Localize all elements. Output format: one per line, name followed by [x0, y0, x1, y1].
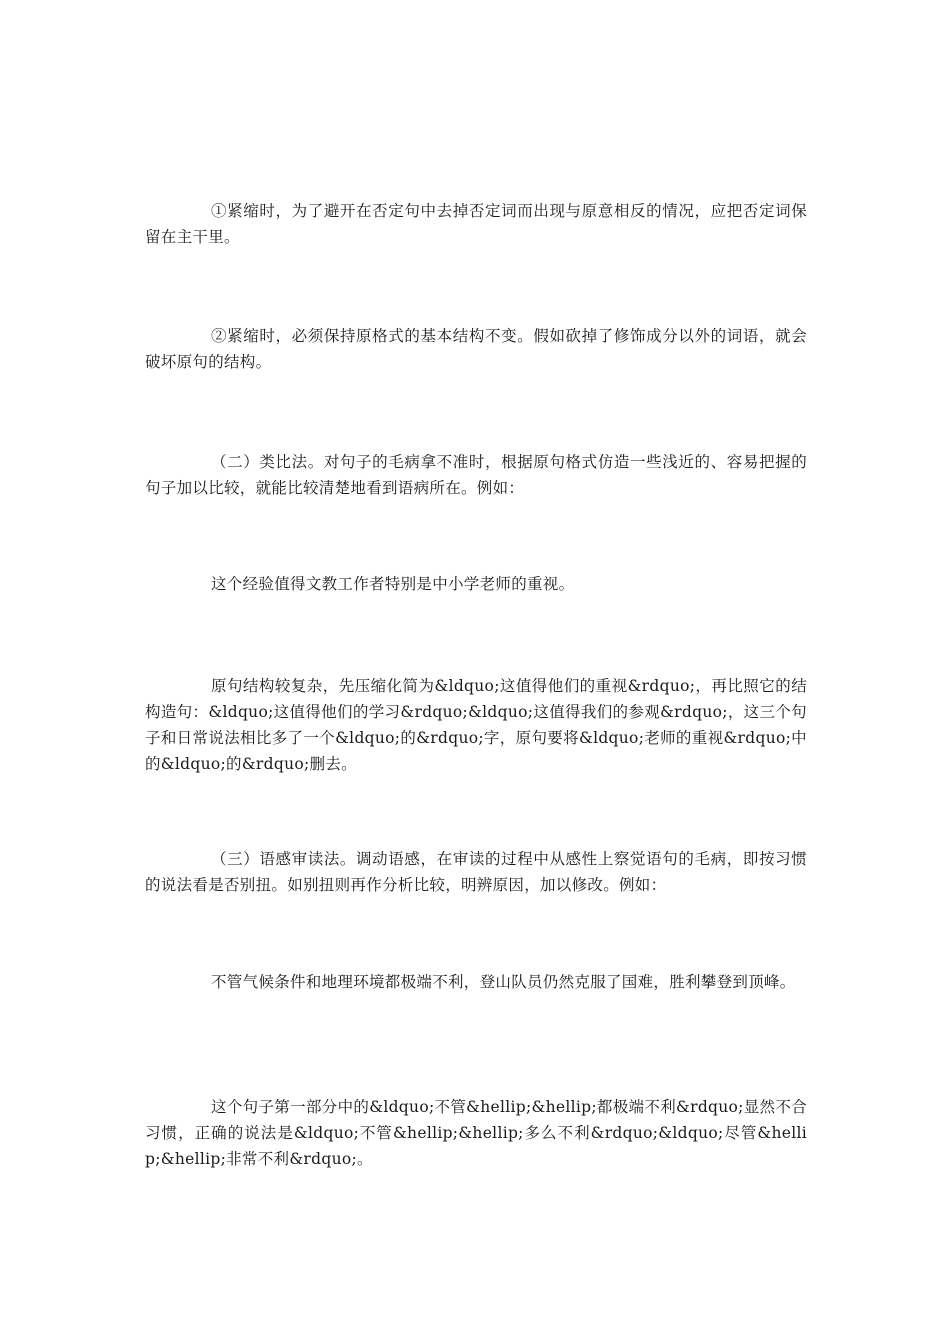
paragraph-analogy-analysis: 原句结构较复杂，先压缩化简为&ldquo;这值得他们的重视&rdquo;，再比照它的结构造句：&ldquo;这值得他们的学习&rdquo;&ldquo;这值得我们的参观&rdquo;，这三个句子和日常说法相比多了一个&ldquo;的&rdquo;字，原句要将&ldquo;老师的重视&rdquo;中的&ldquo;的&rdquo;删去。 — [145, 677, 807, 773]
paragraph-analogy-example: 这个经验值得文教工作者特别是中小学老师的重视。 — [211, 575, 575, 593]
paragraph-tight-shrink-negation: ①紧缩时，为了避开在否定句中去掉否定词而出现与原意相反的情况，应把否定词保留在主干里。 — [145, 202, 807, 246]
paragraph-sense-reading-method: （三）语感审读法。调动语感，在审读的过程中从感性上察觉语句的毛病，即按习惯的说法看是否别扭。如别扭则再作分析比较，明辨原因，加以修改。例如： — [145, 850, 807, 894]
paragraph-tight-shrink-structure: ②紧缩时，必须保持原格式的基本结构不变。假如砍掉了修饰成分以外的词语，就会破坏原句的结构。 — [145, 327, 807, 371]
paragraph-sense-reading-analysis: 这个句子第一部分中的&ldquo;不管&hellip;&hellip;都极端不利&rdquo;显然不合习惯，正确的说法是&ldquo;不管&hellip;&hellip;多么不利&rdquo;&ldquo;尽管&hellip;&hellip;非常不利&rdquo;。 — [145, 1098, 807, 1168]
paragraph-analogy-method: （二）类比法。对句子的毛病拿不准时，根据原句格式仿造一些浅近的、容易把握的句子加以比较，就能比较清楚地看到语病所在。例如： — [145, 453, 807, 497]
paragraph-sense-reading-example: 不管气候条件和地理环境都极端不利，登山队员仍然克服了国难，胜利攀登到顶峰。 — [211, 973, 796, 991]
